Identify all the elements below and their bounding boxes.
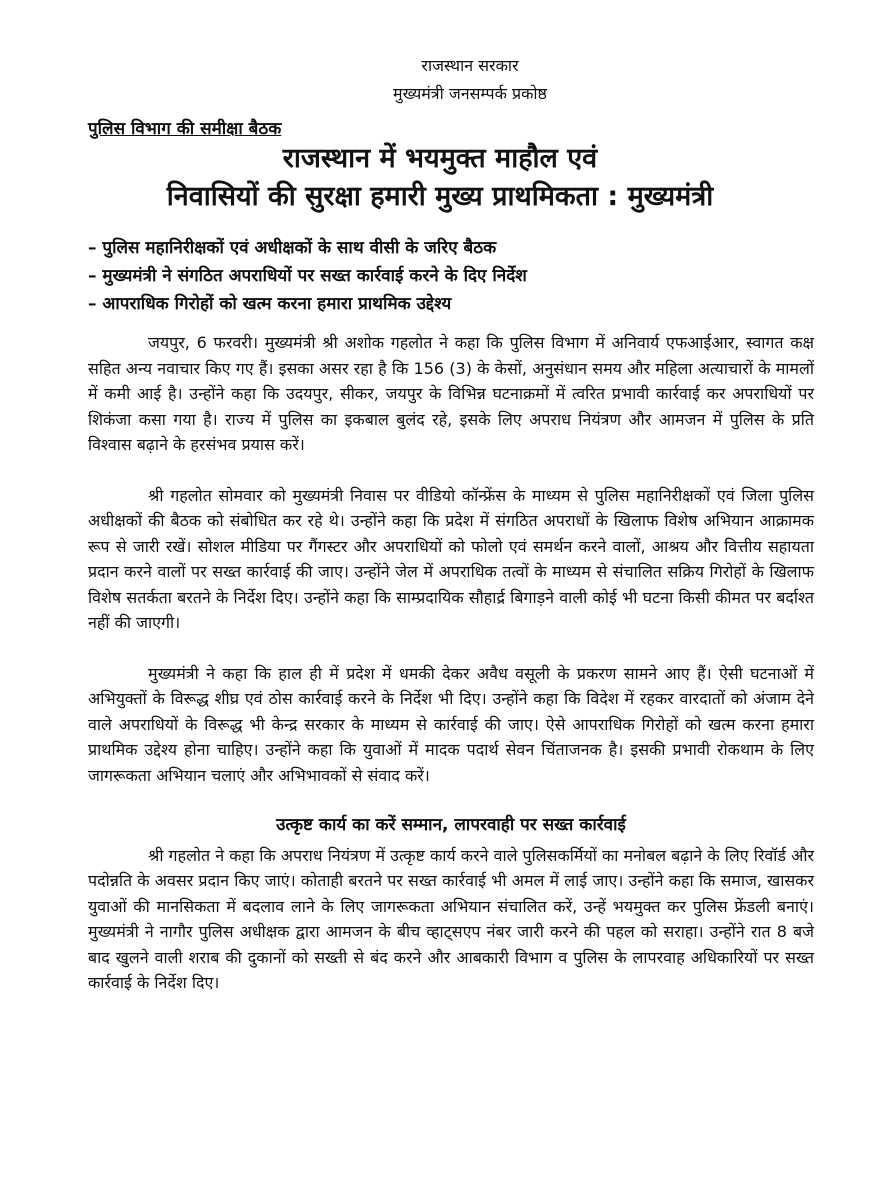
body-paragraph: श्री गहलोत सोमवार को मुख्यमंत्री निवास पर वीडियो कॉन्फ्रेंस के माध्यम से पुलिस महानिरीक्षकों एवं जिला पुलिस अधीक्षकों की बैठक को संबोधित कर रहे थे। उन्होंने कहा कि प्रदेश में संगठित अपराधों के खिलाफ विशेष अभियान आक्रामक रूप से जारी रखें। सोशल मीडिया पर गैंगस्टर और अपराधियों को फोलो एवं समर्थन करने वालों, आश्रय और वित्तीय सहायता प्रदान करने वालों पर सख्त कार्रवाई की जाए। उन्होंने जेल में अपराधिक तत्वों के माध्यम से संचालित सक्रिय गिरोहों के खिलाफ विशेष सतर्कता बरतने के निर्देश दिए। उन्होंने कहा कि साम्प्रदायिक सौहार्द्र बिगाड़ने वाली कोई भी घटना किसी कीमत पर बर्दाश्त नहीं की जाएगी। bbox=[88, 485, 814, 632]
bullet-item: – पुलिस महानिरीक्षकों एवं अधीक्षकों के साथ वीसी के जरिए बैठक bbox=[88, 238, 497, 258]
bullet-item: – आपराधिक गिरोहों को खत्म करना हमारा प्राथमिक उद्देश्य bbox=[88, 294, 452, 314]
article-body bbox=[88, 330, 814, 998]
issuer-government: राजस्थान सरकार bbox=[421, 56, 519, 75]
issuer-header bbox=[300, 52, 640, 108]
headline-line-2: निवासियों की सुरक्षा हमारी मुख्य प्राथमिकता : मुख्यमंत्री bbox=[166, 181, 714, 212]
bullet-item: – मुख्यमंत्री ने संगठित अपराधियों पर सख्त कार्रवाई करने के दिए निर्देश bbox=[88, 266, 527, 286]
issuer-office: मुख्यमंत्री जनसम्पर्क प्रकोष्ठ bbox=[393, 84, 547, 103]
body-paragraph: श्री गहलोत ने कहा कि अपराध नियंत्रण में उत्कृष्ट कार्य करने वाले पुलिसकर्मियों का मनोबल बढ़ाने के लिए रिवॉर्ड और पदोन्नति के अवसर प्रदान किए जाएं। कोताही बरतने पर सख्त कार्रवाई भी अमल में लाई जाए। उन्होंने कहा कि समाज, खासकर युवाओं की मानसिकता में बदलाव लाने के लिए जागरूकता अभियान संचालित करें, उन्हें भयमुक्त कर पुलिस फ्रेंडली बनाएं। मुख्यमंत्री ने नागौर पुलिस अधीक्षक द्वारा आमजन के बीच व्हाट्सएप नंबर जारी करने की पहल को सराहा। उन्होंने रात 8 बजे बाद खुलने वाली शराब की दुकानों को सख्ती से बंद करने और आबकारी विभाग व पुलिस के लापरवाह अधिकारियों पर सख्त कार्रवाई के निर्देश दिए। bbox=[88, 845, 814, 992]
body-paragraph: जयपुर, 6 फरवरी। मुख्यमंत्री श्री अशोक गहलोत ने कहा कि पुलिस विभाग में अनिवार्य एफआईआर, स्वागत कक्ष सहित अन्य नवाचार किए गए हैं। इसका असर रहा है कि 156 (3) के केसों, अनुसंधान समय और महिला अत्याचारों के मामलों में कमी आई है। उन्होंने कहा कि उदयपुर, सीकर, जयपुर के विभिन्न घटनाक्रमों में त्वरित प्रभावी कार्रवाई कर अपराधियों पर शिकंजा कसा गया है। राज्य में पुलिस का इकबाल बुलंद रहे, इसके लिए अपराध नियंत्रण और आमजन में पुलिस के प्रति विश्वास बढ़ाने के हरसंभव प्रयास करें। bbox=[88, 333, 814, 454]
kicker-heading: पुलिस विभाग की समीक्षा बैठक bbox=[88, 119, 282, 139]
main-headline bbox=[60, 140, 820, 216]
section-subheading: उत्कृष्ट कार्य का करें सम्मान, लापरवाही पर सख्त कार्रवाई bbox=[276, 815, 626, 835]
highlight-bullets bbox=[88, 234, 818, 318]
body-paragraph: मुख्यमंत्री ने कहा कि हाल ही में प्रदेश में धमकी देकर अवैध वसूली के प्रकरण सामने आए हैं। ऐसी घटनाओं में अभियुक्तों के विरूद्ध शीघ्र एवं ठोस कार्रवाई करने के निर्देश भी दिए। उन्होंने कहा कि विदेश में रहकर वारदातों को अंजाम देने वाले अपराधियों के विरूद्ध भी केन्द्र सरकार के माध्यम से कार्रवाई की जाए। ऐसे आपराधिक गिरोहों को खत्म करना हमारा प्राथमिक उद्देश्य होना चाहिए। उन्होंने कहा कि युवाओं में मादक पदार्थ सेवन चिंताजनक है। इसकी प्रभावी रोकथाम के लिए जागरूकता अभियान चलाएं और अभिभावकों से संवाद करें। bbox=[88, 663, 814, 785]
headline-line-1: राजस्थान में भयमुक्त माहौल एवं bbox=[282, 143, 598, 174]
